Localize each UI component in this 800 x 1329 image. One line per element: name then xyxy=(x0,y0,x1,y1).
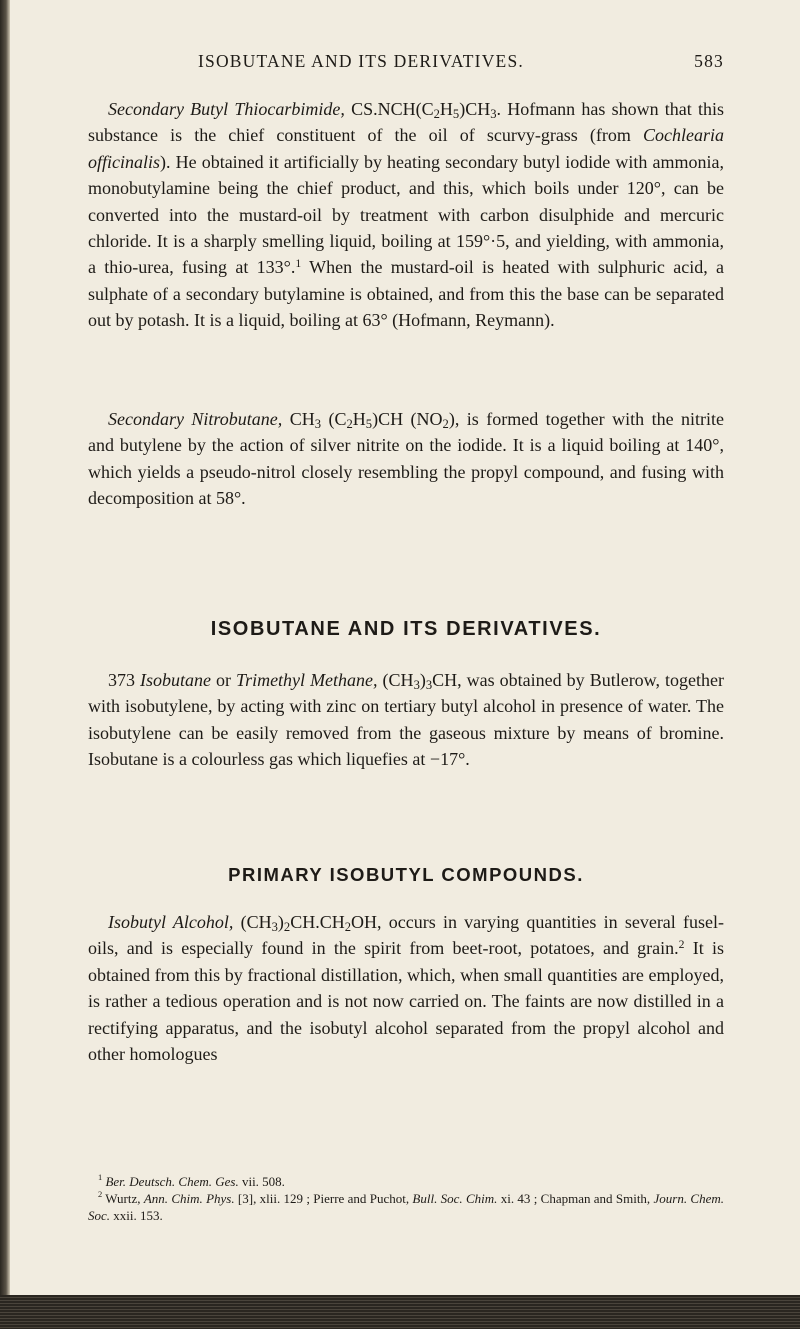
section-number: 373 xyxy=(108,670,135,690)
term-trimethyl-methane: Trimethyl Methane, xyxy=(236,670,378,690)
paragraph-isobutyl-alcohol: Isobutyl Alcohol, $(CH_3)_2CH.CH_2OH$, occurs in varying quantities in several fusel-oils, and is especially found in the spirit from beet-root, potatoes, and grain.$^2$ It is obtained from this by fractional distillation, which, when small quantities are employed, is rather a tedious operation and is not now carried on. The faints are now distilled in a rectifying apparatus, and the isobutyl alcohol separated from the propyl alcohol and other homologues xyxy=(88,912,725,1065)
footnote-1: $^1$ Ber. Deutsch. Chem. Ges. vii. 508. xyxy=(98,1172,285,1189)
footnotes xyxy=(88,1173,724,1224)
section-heading-primary-isobutyl: PRIMARY ISOBUTYL COMPOUNDS. xyxy=(228,864,584,885)
term-secondary-butyl-thiocarbimide: Secondary Butyl Thiocarbimide, xyxy=(108,99,345,119)
term-secondary-nitrobutane: Secondary Nitrobutane, xyxy=(108,409,283,429)
scan-bottom-edge xyxy=(0,1295,800,1329)
page-number: 583 xyxy=(694,51,724,71)
footnote-ref-2: 2 xyxy=(678,938,685,952)
term-isobutane: Isobutane xyxy=(135,670,212,690)
section-heading-isobutane: ISOBUTANE AND ITS DERIVATIVES. xyxy=(210,618,602,640)
term-cochlearia: Cochlearia officinalis xyxy=(88,125,724,172)
term-isobutyl-alcohol: Isobutyl Alcohol, xyxy=(108,912,234,932)
footnote-2: $^2$ Wurtz, Ann. Chim. Phys. [3], xlii. 129 ; Pierre and Puchot, Bull. Soc. Chim. xi. 43 ; Chapman and Smith, Journ. Chem. Soc. xxii. 153. xyxy=(88,1189,724,1223)
paragraph-isobutane: 373 Isobutane or Trimethyl Methane, $(CH_3)_3CH$, was obtained by Butlerow, together with isobutylene, by acting with zinc on tertiary butyl alcohol in presence of water. The isobutylene can be easily removed from the gaseous mixture by means of bromine. Isobutane is a colourless gas which liquefies at −17°. xyxy=(88,670,725,770)
book-binding-edge xyxy=(0,0,10,1329)
running-header xyxy=(88,51,724,75)
paragraph-secondary-butyl-thiocarbimide: Secondary Butyl Thiocarbimide, $CS.NCH(C_2H_5)CH_3$. Hofmann has shown that this substance is the chief constituent of the oil of scurvy-grass (from Cochlearia officinalis). He obtained it artificially by heating secondary butyl iodide with ammonia, monobutylamine being the chief product, and this, which boils under 120°, can be converted into the mustard-oil by treatment with carbon disulphide and mercuric chloride. It is a sharply smelling liquid, boiling at 159°·5, and yielding, with ammonia, a thio-urea, fusing at 133°.$^1$ When the mustard-oil is heated with sulphuric acid, a sulphate of a secondary butylamine is obtained, and from this the base can be separated out by potash. It is a liquid, boiling at 63° (Hofmann, Reymann). xyxy=(88,99,724,331)
running-title: ISOBUTANE AND ITS DERIVATIVES. xyxy=(198,51,524,71)
footnote-ref-1: 1 xyxy=(295,257,302,271)
paragraph-secondary-nitrobutane: Secondary Nitrobutane, $CH_3$ $(C_2H_5)CH$ $(NO_2)$, is formed together with the nitrite and butylene by the action of silver nitrite on the iodide. It is a liquid boiling at 140°, which yields a pseudo-nitrol closely resembling the propyl compound, and fusing with decomposition at 58°. xyxy=(88,409,725,509)
